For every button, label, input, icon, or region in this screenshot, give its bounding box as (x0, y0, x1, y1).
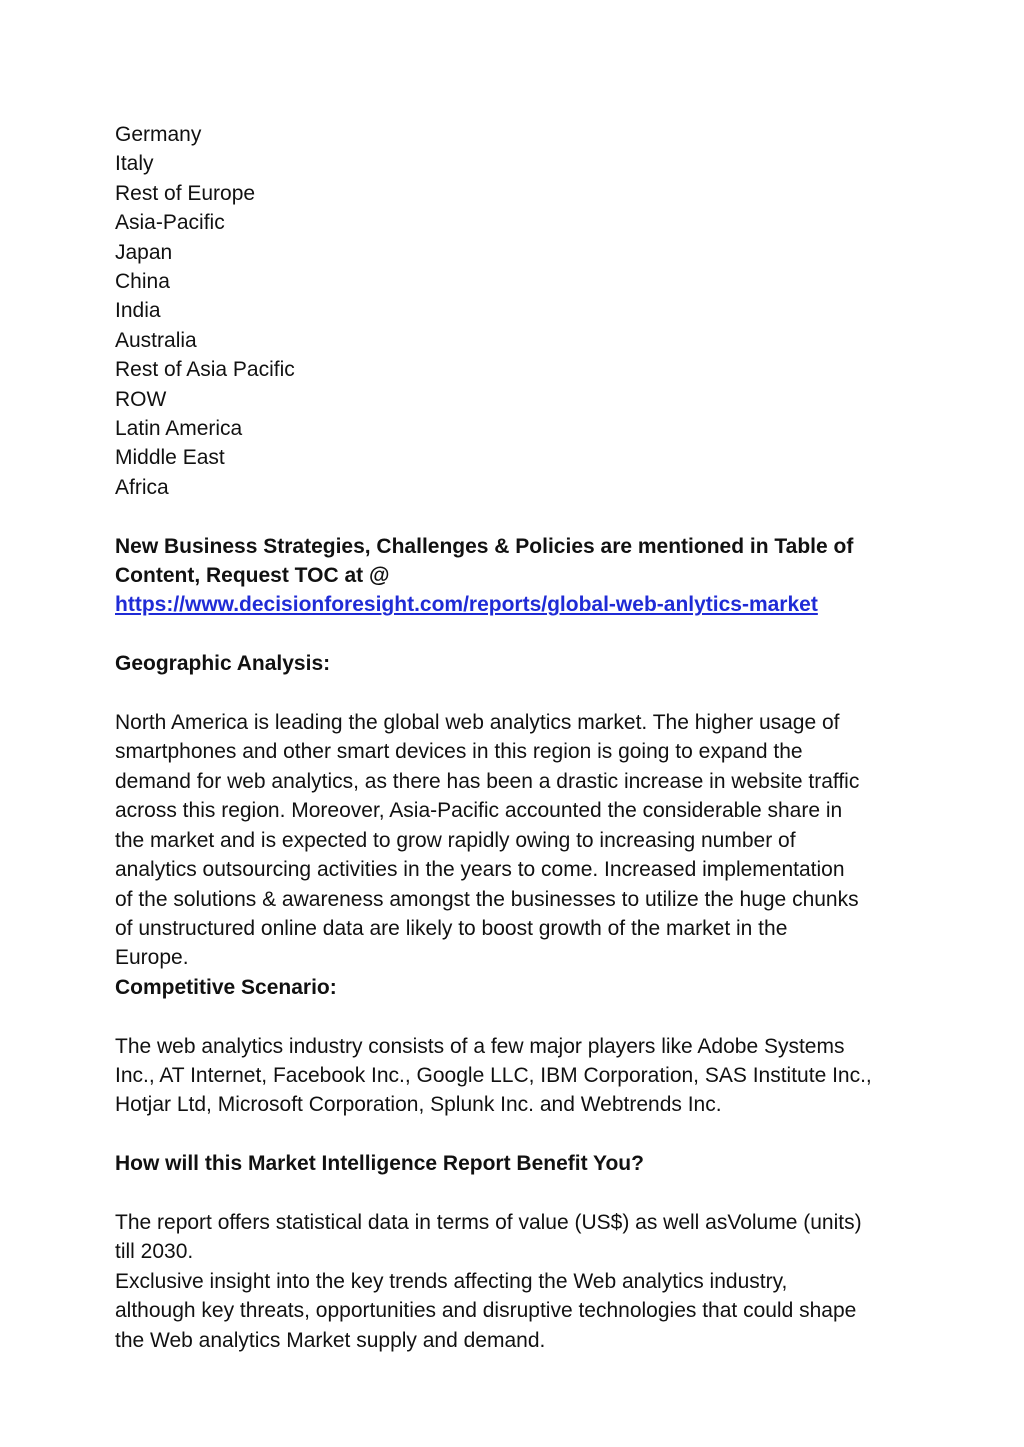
paragraph-line: the market and is expected to grow rapidly owing to increasing number of (115, 828, 796, 852)
paragraph-line: Europe. (115, 946, 189, 970)
paragraph-line: Hotjar Ltd, Microsoft Corporation, Splunk Inc. and Webtrends Inc. (115, 1093, 722, 1117)
region-item: Middle East (115, 446, 225, 470)
geographic-analysis-paragraph (115, 708, 915, 973)
region-item: Japan (115, 240, 173, 264)
toc-request-text: Content, Request TOC at @ (115, 564, 390, 588)
region-item: Rest of Asia Pacific (115, 358, 295, 382)
paragraph-line: of the solutions & awareness amongst the businesses to utilize the huge chunks (115, 887, 859, 911)
geographic-analysis-heading: Geographic Analysis: (115, 652, 331, 676)
region-list (115, 120, 915, 502)
paragraph-line: North America is leading the global web analytics market. The higher usage of (115, 711, 840, 735)
paragraph-line: till 2030. (115, 1240, 194, 1264)
region-item: Asia-Pacific (115, 211, 225, 235)
spacer (115, 502, 915, 531)
report-benefit-heading: How will this Market Intelligence Report Benefit You? (115, 1152, 644, 1176)
spacer (115, 679, 915, 708)
spacer (115, 1120, 915, 1149)
region-item: Latin America (115, 417, 243, 441)
spacer (115, 1179, 915, 1208)
paragraph-line: although key threats, opportunities and disruptive technologies that could shape (115, 1299, 857, 1323)
region-item: ROW (115, 387, 167, 411)
paragraph-line: across this region. Moreover, Asia-Pacific accounted the considerable share in (115, 799, 843, 823)
paragraph-line: Inc., AT Internet, Facebook Inc., Google LLC, IBM Corporation, SAS Institute Inc., (115, 1063, 872, 1087)
region-item: China (115, 270, 170, 294)
region-item: India (115, 299, 161, 323)
paragraph-line: of unstructured online data are likely to boost growth of the market in the (115, 916, 788, 940)
paragraph-line: demand for web analytics, as there has been a drastic increase in website traffic (115, 769, 860, 793)
toc-request-text: New Business Strategies, Challenges & Policies are mentioned in Table of (115, 534, 854, 558)
spacer (115, 1002, 915, 1031)
paragraph-line: analytics outsourcing activities in the years to come. Increased implementation (115, 858, 845, 882)
region-item: Germany (115, 123, 202, 146)
paragraph-line: the Web analytics Market supply and demand. (115, 1328, 546, 1352)
region-item: Italy (115, 152, 154, 176)
competitive-scenario-heading: Competitive Scenario: (115, 975, 337, 999)
paragraph-line: smartphones and other smart devices in this region is going to expand the (115, 740, 803, 764)
region-item: Australia (115, 328, 197, 352)
toc-request-block (115, 532, 915, 620)
paragraph-line: The report offers statistical data in terms of value (US$) as well asVolume (units) (115, 1210, 862, 1234)
toc-request-link[interactable]: https://www.decisionforesight.com/reports/global-web-anlytics-market (115, 593, 818, 617)
spacer (115, 620, 915, 649)
report-benefit-paragraph (115, 1208, 915, 1355)
region-item: Africa (115, 475, 169, 499)
paragraph-line: Exclusive insight into the key trends affecting the Web analytics industry, (115, 1269, 788, 1293)
paragraph-line: The web analytics industry consists of a few major players like Adobe Systems (115, 1034, 845, 1058)
competitive-scenario-paragraph (115, 1032, 915, 1120)
region-item: Rest of Europe (115, 181, 256, 205)
document-page (115, 120, 915, 1355)
